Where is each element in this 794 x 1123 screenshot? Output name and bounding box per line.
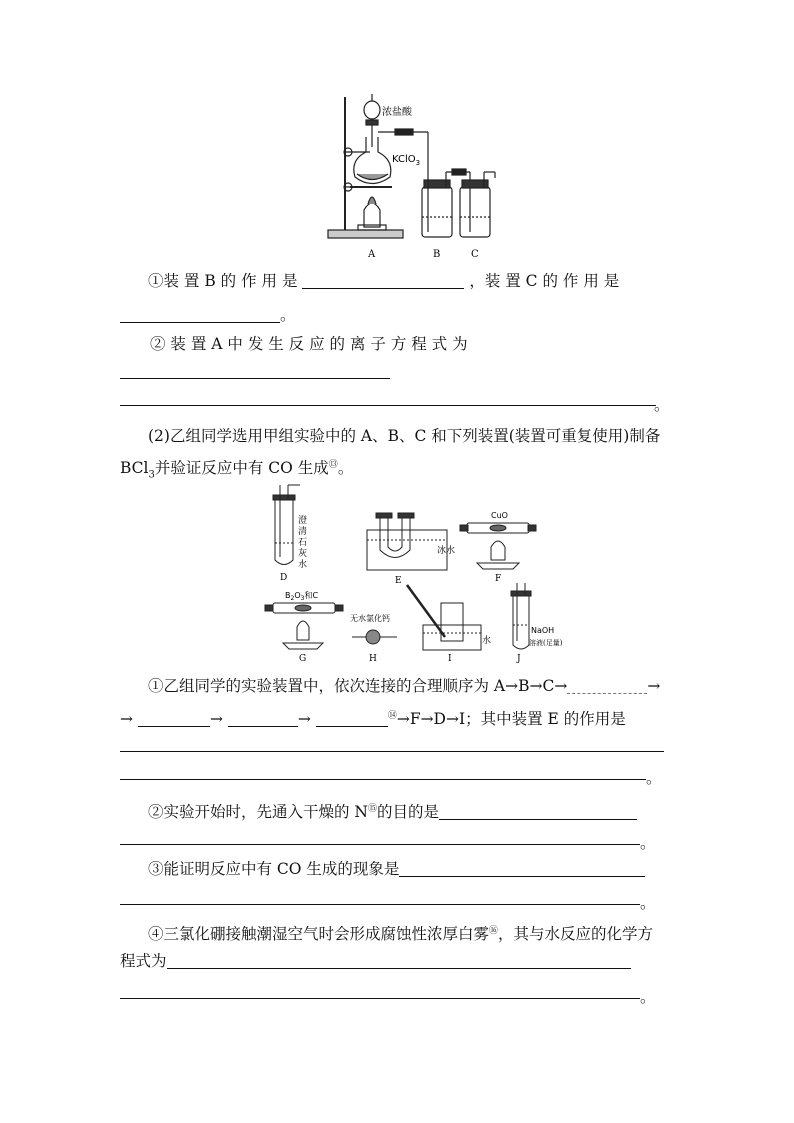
answer-blank-order-1[interactable] bbox=[567, 678, 647, 694]
answer-blank-order-2[interactable] bbox=[138, 711, 210, 727]
q2-item2-end: 。 bbox=[640, 834, 656, 852]
answer-blank-n2-purpose[interactable] bbox=[439, 804, 637, 820]
answer-line-e-function-2[interactable] bbox=[120, 779, 646, 780]
apparatus-abc-figure bbox=[320, 92, 520, 262]
label-cuo: CuO bbox=[491, 511, 508, 520]
answer-blank-order-4[interactable] bbox=[316, 711, 388, 727]
answer-blank-co-evidence[interactable] bbox=[399, 861, 645, 877]
answer-line-ionic-eq-1[interactable] bbox=[120, 378, 390, 379]
label-h: H bbox=[369, 654, 377, 664]
q2-intro-line1: (2)乙组同学选用甲组实验中的 A、B、C 和下列装置(装置可重复使用)制备 bbox=[148, 427, 661, 445]
answer-line-hydrolysis-eq-2[interactable] bbox=[120, 998, 640, 999]
label-naoh: NaOH bbox=[531, 626, 555, 635]
q2-item1-line1: ①乙组同学的实验装置中，依次连接的合理顺序为 A→B→C→ → bbox=[148, 677, 661, 695]
q2-item1-end: 。 bbox=[646, 769, 662, 787]
label-d-2: 清 bbox=[298, 527, 308, 537]
answer-line-ionic-eq-2[interactable] bbox=[120, 405, 656, 406]
label-b: B bbox=[433, 249, 441, 260]
answer-line-e-function-1[interactable] bbox=[120, 751, 664, 752]
label-d-1: 澄 bbox=[298, 516, 308, 526]
label-f: F bbox=[495, 574, 502, 584]
label-cacl2: 无水氯化钙 bbox=[350, 614, 390, 623]
label-naoh-note: 溶液(足量) bbox=[529, 639, 563, 647]
q2-item1-line2: → → → ⑭→F→D→I；其中装置 E 的作用是 bbox=[120, 710, 626, 729]
answer-blank-c-function[interactable] bbox=[120, 307, 280, 323]
label-g: G bbox=[299, 654, 307, 664]
label-ice-water: 冰水 bbox=[437, 546, 456, 556]
label-j: J bbox=[517, 654, 521, 664]
answer-line-co-evidence[interactable] bbox=[120, 904, 640, 905]
answer-blank-hydrolysis-eq-1[interactable] bbox=[167, 953, 631, 969]
label-d: D bbox=[280, 573, 288, 583]
q2-item3-end: 。 bbox=[640, 894, 656, 912]
label-b2o3-c: $B_2O_3$和C bbox=[285, 591, 319, 602]
label-d-3: 石 bbox=[298, 538, 308, 548]
label-a: A bbox=[368, 249, 376, 260]
q2-item2-line1: ②实验开始时，先通入干燥的 N⑮的目的是 bbox=[148, 799, 637, 822]
q1-item1-line1: ①装 置 B 的 作 用 是 ，装 置 C 的 作 用 是 bbox=[148, 272, 620, 290]
label-e: E bbox=[395, 576, 402, 586]
q2-intro-line2: BCl$_3$并验证反应中有 CO 生成⑬。 bbox=[120, 459, 354, 481]
q2-item4-line1: ④三氯化硼接触潮湿空气时会形成腐蚀性浓厚白雾⑯，其与水反应的化学方 bbox=[148, 925, 654, 944]
apparatus-dj-figure bbox=[255, 485, 563, 665]
label-d-5: 水 bbox=[298, 560, 308, 570]
answer-blank-b-function[interactable] bbox=[302, 273, 464, 289]
label-conc-hcl: 浓盐酸 bbox=[382, 107, 412, 118]
label-i: I bbox=[448, 654, 452, 664]
q1-item1-line2: 。 bbox=[120, 305, 296, 325]
answer-line-n2-purpose[interactable] bbox=[120, 844, 640, 845]
q2-item3-line1: ③能证明反应中有 CO 生成的现象是 bbox=[148, 859, 645, 879]
q2-item4-end: 。 bbox=[640, 988, 656, 1006]
label-d-4: 灰 bbox=[298, 549, 308, 559]
label-c: C bbox=[471, 249, 479, 260]
answer-blank-order-3[interactable] bbox=[228, 711, 298, 727]
q1-item2-line1: ② 装 置 A 中 发 生 反 应 的 离 子 方 程 式 为 bbox=[150, 335, 468, 353]
q2-item4-line2: 程式为 bbox=[120, 951, 631, 971]
label-kclo3: KClO$_3$ bbox=[392, 154, 421, 167]
q1-item2-end: 。 bbox=[654, 396, 670, 414]
label-water: 水 bbox=[482, 636, 492, 646]
